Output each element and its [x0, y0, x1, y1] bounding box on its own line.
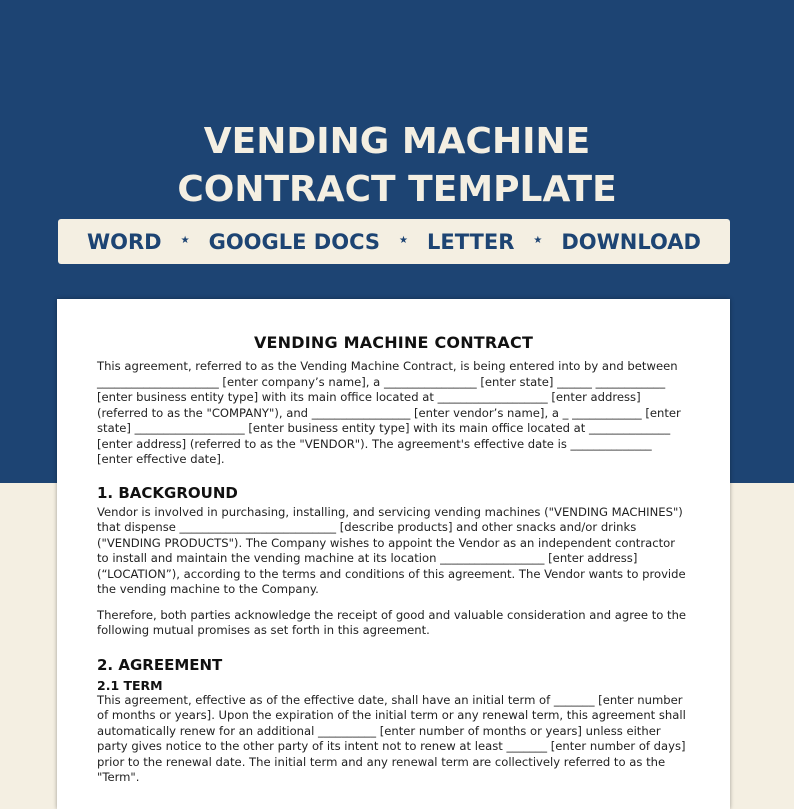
format-word: WORD: [87, 229, 162, 254]
subsection-heading-term: 2.1 TERM: [97, 677, 163, 693]
format-letter: LETTER: [427, 229, 515, 254]
background-paragraph-1: Vendor is involved in purchasing, installing, and servicing vending machines ("VENDING MACHINES") that dispense ___________________________ [describe products] and other snacks and/or drinks ("VENDING PRODUCTS"). The Company wishes to appoint the Vendor as an independent contractor to install and maintain the vending machine at its location __________________ [enter address] (“LOCATION”), according to the terms and conditions of this agreement. The Vendor wants to provide the vending machine to the Company.: [97, 504, 690, 596]
hero-title: [0, 118, 794, 214]
document-title: VENDING MACHINE CONTRACT: [253, 333, 534, 352]
format-bar: [58, 219, 730, 264]
term-paragraph: This agreement, effective as of the effective date, shall have an initial term of _______ [enter number of months or years]. Upon the expiration of the initial term or any renewal term, this agreement shall automatically renew for an additional __________ [enter number of months or years] unless either party gives notice to the other party of its intent not to renew at least _______ [enter number of days] prior to the renewal date. The initial term and any renewal term are collectively referred to as the "Term".: [97, 692, 690, 784]
format-google-docs: GOOGLE DOCS: [208, 229, 381, 254]
star-icon: ★: [533, 235, 543, 246]
intro-paragraph: This agreement, referred to as the Vending Machine Contract, is being entered into by and between _____________________ [enter company’s name], a ________________ [enter state] ______ ____________ [enter business entity type] with its main office located at ___________________ [enter address] (referred to as the "COMPANY"), and _________________ [enter vendor’s name], a _ ____________ [enter state] ___________________ [enter business entity type] with its main office located at ______________ [enter address] (referred to as the "VENDOR"). The agreement's effective date is ______________ [enter effective date].: [97, 359, 685, 466]
section-heading-background: 1. BACKGROUND: [97, 483, 238, 502]
hero-title-line-1: VENDING MACHINE: [203, 121, 591, 162]
section-heading-agreement: 2. AGREEMENT: [97, 655, 223, 674]
format-download: DOWNLOAD: [561, 229, 701, 254]
background-paragraph-2: Therefore, both parties acknowledge the receipt of good and valuable consideration and agree to the following mutual promises as set forth in this agreement.: [97, 607, 690, 637]
star-icon: ★: [180, 235, 190, 246]
contract-document-preview: [57, 299, 730, 809]
star-icon: ★: [399, 235, 408, 246]
hero-title-line-2: CONTRACT TEMPLATE: [177, 169, 617, 210]
